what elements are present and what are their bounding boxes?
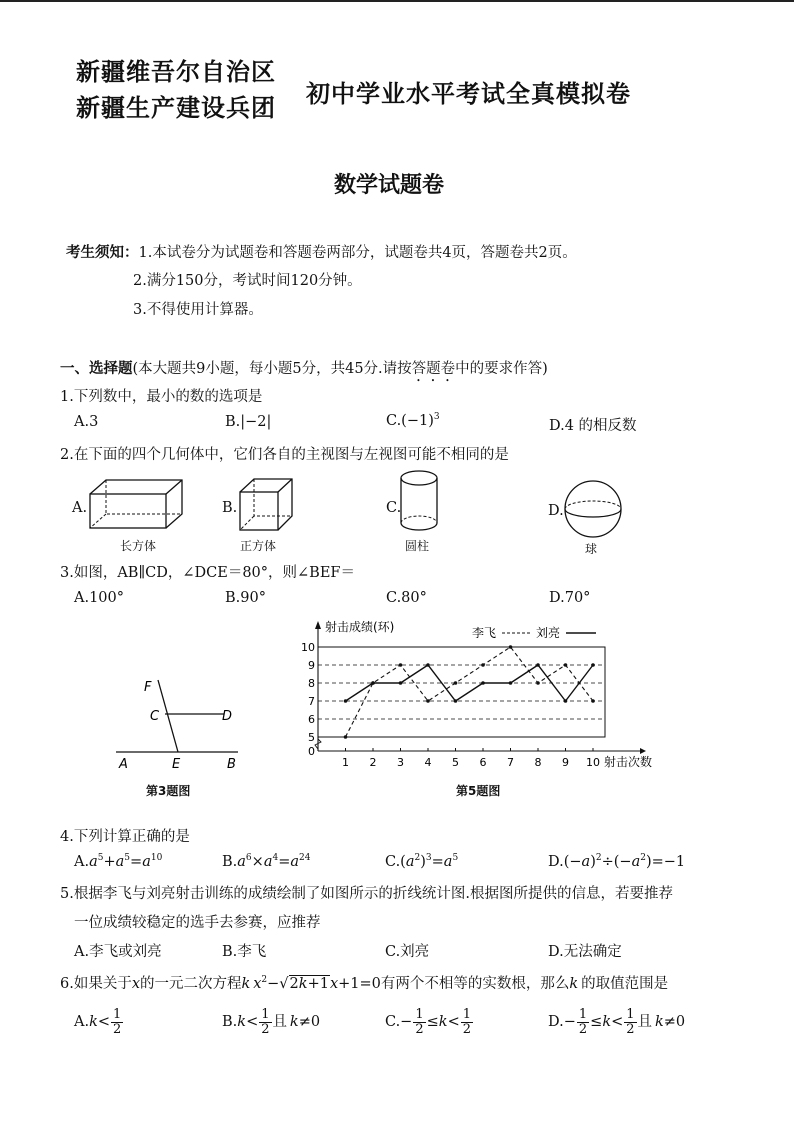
paper-title: 数学试题卷 (334, 173, 445, 198)
y-tick-label: 9 (308, 659, 315, 672)
series-2-point (454, 699, 458, 703)
cylinder-figure (398, 468, 440, 534)
series-1-point (509, 645, 513, 649)
q3-option-c: C.80° (386, 590, 427, 606)
label-D: D (222, 709, 233, 724)
chart-axes (315, 621, 646, 754)
series-1-point (344, 735, 348, 739)
y-tick-label: 0 (308, 745, 315, 758)
x-axis-arrow (640, 748, 646, 754)
label-A: A (119, 757, 128, 772)
series-line-2 (346, 665, 594, 701)
notice-item-2: 2.满分150分，考试时间120分钟。 (133, 273, 362, 289)
q5-caption: 第5题图 (456, 784, 501, 798)
q2-option-c: C. (386, 500, 402, 516)
q2-option-d: D. (548, 503, 564, 519)
y-tick-label: 10 (301, 641, 315, 654)
notice-item-3: 3.不得使用计算器。 (133, 302, 263, 318)
q3-stem: 3.如图，AB∥CD，∠DCE＝80°，则∠BEF＝ (60, 565, 355, 581)
q1-option-c: $C.(-1)^3$ (386, 412, 440, 429)
q3-caption: 第3题图 (146, 784, 191, 798)
q5-option-d: D.无法确定 (548, 944, 622, 960)
label-F: F (144, 680, 152, 695)
chart-grid (318, 647, 605, 737)
q5-option-c: C.刘亮 (385, 944, 430, 960)
x-tick-label: 9 (562, 756, 569, 769)
q2-caption-b: 正方体 (240, 539, 277, 553)
q4-stem: 4.下列计算正确的是 (60, 829, 190, 845)
x-tick-label: 5 (452, 756, 459, 769)
q2-stem: 2.在下面的四个几何体中，它们各自的主视图与左视图可能不相同的是 (60, 447, 509, 463)
q4-option-a: $A.a^5+a^5=a^{10}$ (74, 853, 163, 870)
q6-option-c: C.− $\frac{1}{2}$ ≤k< $\frac{1}{2}$ (385, 1007, 472, 1037)
q4-option-c: $C.(a^2)^3=a^5$ (385, 853, 459, 870)
series-2-point (591, 663, 595, 667)
top-border (0, 0, 794, 2)
label-C: C (150, 709, 160, 724)
region-line-1: 新疆维吾尔自治区 (76, 58, 276, 86)
x-tick-label: 6 (479, 756, 487, 769)
legend-label-1: 李飞 (472, 626, 497, 640)
y-tick-label: 8 (308, 677, 315, 690)
series-2-point (426, 663, 430, 667)
q5-stem-2: 一位成绩较稳定的选手去参赛，应推荐 (74, 915, 321, 931)
series-2-point (509, 681, 513, 685)
series-2-point (344, 699, 348, 703)
q5-stem-1: 5.根据李飞与刘亮射击训练的成绩绘制了如图所示的折线统计图.根据图所提供的信息，若要推荐 (60, 886, 673, 902)
x-tick-label: 8 (534, 756, 542, 769)
y-tick-label: 6 (308, 713, 315, 726)
notice-label: 考生须知： (66, 244, 139, 261)
region-line-2: 新疆生产建设兵团 (76, 94, 276, 122)
cube-figure (236, 476, 296, 534)
q2-caption-c: 圆柱 (405, 539, 430, 553)
q5-line-chart (300, 615, 690, 775)
series-1-point (399, 663, 403, 667)
x-axis-title: 射击次数 (604, 755, 653, 769)
legend-label-2: 刘亮 (536, 626, 561, 640)
chart-labels (301, 619, 652, 769)
q6-option-a: A.k< $\frac{1}{2}$ (74, 1007, 122, 1037)
label-B: B (227, 757, 236, 772)
y-axis-title: 射击成绩(环) (325, 620, 395, 634)
series-2-point (481, 681, 485, 685)
series-1-point (564, 663, 568, 667)
q3-geometry-figure (110, 672, 245, 772)
chart-series (344, 645, 595, 739)
q2-caption-d: 球 (585, 542, 598, 556)
section-heading: 一、选择题(本大题共9小题，每小题5分，共45分.请按答题卷中的要求作答) (60, 360, 548, 377)
series-1-point (591, 699, 595, 703)
q3-option-a: A.100° (74, 590, 125, 606)
exam-title: 初中学业水平考试全真模拟卷 (306, 80, 631, 108)
series-2-point (399, 681, 403, 685)
x-tick-label: 2 (369, 756, 377, 769)
q2-option-a: A. (72, 500, 88, 516)
q5-option-b: B.李飞 (222, 944, 267, 960)
series-1-point (454, 681, 458, 685)
x-tick-label: 3 (397, 756, 404, 769)
q2-option-b: B. (222, 500, 238, 516)
sphere-figure (562, 478, 624, 540)
cuboid-figure (86, 476, 186, 534)
y-tick-label: 7 (308, 695, 315, 708)
series-2-point (564, 699, 568, 703)
chart-plot-frame (318, 647, 605, 737)
q6-option-d: D.− $\frac{1}{2}$ ≤k< $\frac{1}{2}$ 且 k≠0 (548, 1007, 686, 1037)
series-2-point (371, 681, 375, 685)
series-1-point (426, 699, 430, 703)
x-tick-label: 4 (424, 756, 432, 769)
q4-option-d: $D.(-a)^2\div(-a^2)=-1$ (548, 853, 686, 870)
y-axis-arrow (315, 621, 321, 629)
series-2-point (536, 663, 540, 667)
y-tick-label: 5 (308, 731, 315, 744)
q1-option-a: A.3 (74, 414, 99, 430)
x-tick-label: 1 (342, 756, 349, 769)
x-tick-label: 7 (507, 756, 514, 769)
notice-item-1: 1.本试卷分为试题卷和答题卷两部分，试题卷共4页，答题卷共2页。 (138, 245, 577, 261)
q1-option-d: D.4 的相反数 (549, 418, 637, 434)
q3-option-d: D.70° (549, 590, 591, 606)
q4-option-b: $B.a^6\times a^4=a^{24}$ (222, 853, 311, 870)
q5-option-a: A.李飞或刘亮 (74, 944, 162, 960)
q1-option-b: B.|−2| (225, 414, 272, 430)
series-1-point (536, 681, 540, 685)
series-1-point (481, 663, 485, 667)
q1-stem: 1.下列数中，最小的数的选项是 (60, 389, 263, 405)
q6-option-b: B.k< $\frac{1}{2}$ 且 k≠0 (222, 1007, 321, 1037)
notice-block (66, 241, 577, 262)
label-E: E (172, 757, 181, 772)
x-tick-label: 10 (586, 756, 600, 769)
q3-option-b: B.90° (225, 590, 266, 606)
q2-caption-a: 长方体 (120, 539, 157, 553)
q6-stem: 6.如果关于x的一元二次方程k $x^2-√2k+1x+1=0$有两个不相等的实数根，那么k 的取值范围是 (60, 975, 669, 992)
